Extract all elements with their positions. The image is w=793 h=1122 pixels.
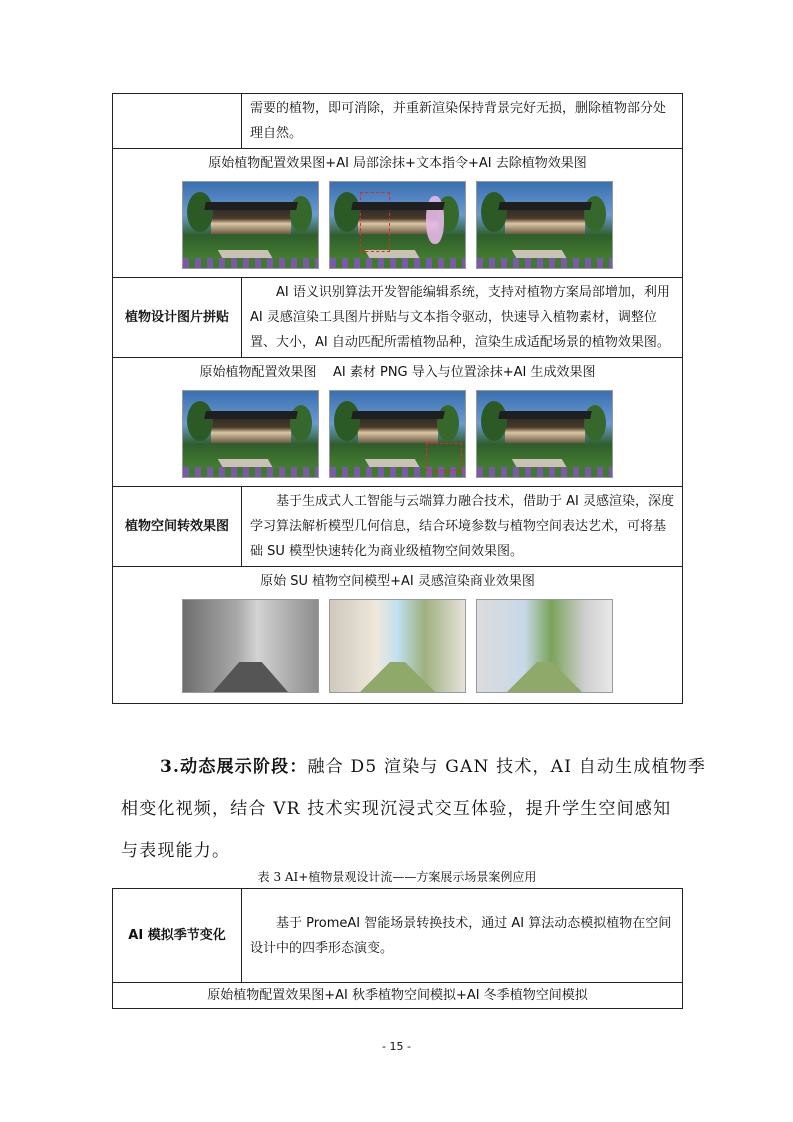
ai-render-image-2	[476, 599, 613, 693]
image-caption: 原始植物配置效果图 AI 素材 PNG 导入与位置涂抹+AI 生成效果图	[199, 365, 596, 380]
row-label-season: AI 模拟季节变化	[113, 889, 242, 983]
paragraph-line: 与表现能力。	[121, 841, 231, 861]
png-import-image	[329, 390, 466, 478]
row-description: 基于生成式人工智能与云端算力融合技术，借助于 AI 灵感渲染，深度学习算法解析模型几何信息，结合环境参数与植物空间表达艺术，可将基础 SU 模型快速转化为商业级植物空间效果图。	[242, 487, 683, 567]
plant-design-table	[112, 93, 683, 704]
row-label-empty	[113, 94, 242, 149]
image-row-space	[113, 567, 683, 704]
ai-generated-image	[476, 390, 613, 478]
row-label-space: 植物空间转效果图	[113, 487, 242, 567]
row-description: 基于 PromeAI 智能场景转换技术，通过 AI 算法动态模拟植物在空间设计中的四季形态演变。	[242, 889, 683, 983]
image-row-collage	[113, 358, 683, 487]
ai-render-image-1	[329, 599, 466, 693]
row-description: 需要的植物，即可消除，并重新渲染保持背景完好无损，删除植物部分处理自然。	[242, 94, 683, 149]
row-description: AI 语义识别算法开发智能编辑系统，支持对植物方案局部增加，利用 AI 灵感渲染工具图片拼贴与文本指令驱动，快速导入植物素材，调整位置、大小，AI 自动匹配所需植物品种，渲染生成适配场景的植物效果图。	[242, 278, 683, 358]
image-caption: 原始植物配置效果图+AI 秋季植物空间模拟+AI 冬季植物空间模拟	[113, 983, 683, 1009]
image-row-remove	[113, 149, 683, 278]
paragraph-line: 融合 D5 渲染与 GAN 技术，AI 自动生成植物季	[307, 757, 707, 777]
row-label-collage: 植物设计图片拼贴	[113, 278, 242, 358]
table-title: 表 3 AI+植物景观设计流——方案展示场景案例应用	[257, 870, 537, 884]
section-heading: 3.动态展示阶段：	[160, 757, 308, 777]
paragraph-line: 相变化视频，结合 VR 技术实现沉浸式交互体验，提升学生空间感知	[121, 799, 672, 819]
ai-brush-image	[329, 181, 466, 269]
original-render-image	[182, 390, 319, 478]
original-render-image	[182, 181, 319, 269]
image-caption: 原始植物配置效果图+AI 局部涂抹+文本指令+AI 去除植物效果图	[208, 156, 587, 171]
ai-removed-image	[476, 181, 613, 269]
su-model-image	[182, 599, 319, 693]
image-caption: 原始 SU 植物空间模型+AI 灵感渲染商业效果图	[260, 574, 535, 589]
page-number: - 15 -	[382, 1040, 411, 1053]
season-table	[112, 888, 683, 1009]
